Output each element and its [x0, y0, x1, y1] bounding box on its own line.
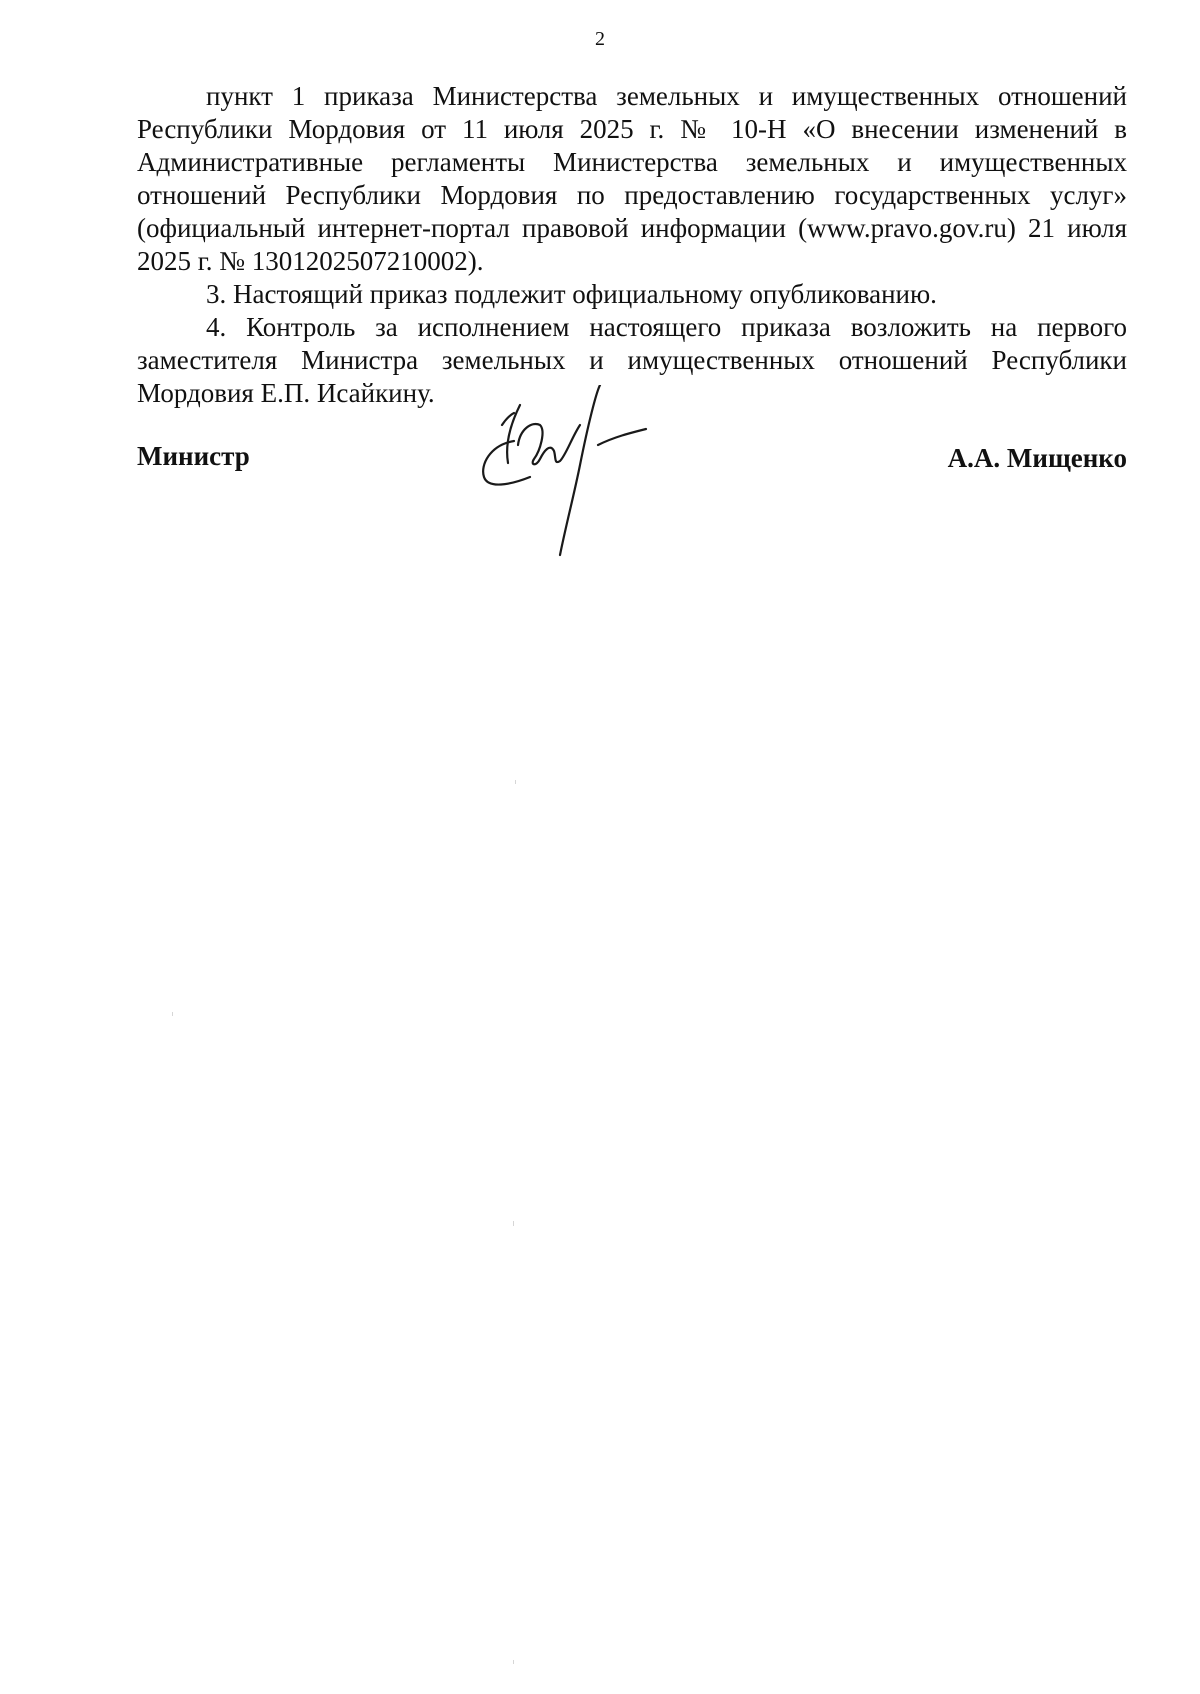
scan-speck	[513, 1660, 514, 1664]
scan-speck	[513, 1221, 514, 1226]
paragraph-3: 3. Настоящий приказ подлежит официальному опубликованию.	[206, 279, 937, 309]
scan-speck	[515, 780, 516, 784]
paragraph-4: 4. Контроль за исполнением настоящего приказа возложить на первого заместителя Министра земельных и имущественных отношений Республики Мордовия Е.П. Исайкину.	[137, 312, 1127, 408]
scan-speck	[172, 1012, 173, 1016]
handwritten-signature	[480, 385, 720, 575]
document-body	[137, 80, 1127, 410]
page-number: 2	[595, 28, 605, 50]
signature-block	[137, 440, 1127, 480]
signatory-name: А.А. Мищенко	[947, 443, 1127, 473]
paragraph-continuation: пункт 1 приказа Министерства земельных и имущественных отношений Республики Мордовия от 11 июля 2025 г. № 10-Н «О внесении изменений в Административные регламенты Министерства земельных и имущественных отношений Республики Мордовия по предоставлению государственных услуг» (официальный интернет-портал правовой информации (www.pravo.gov.ru) 21 июля 2025 г. № 1301202507210002).	[137, 81, 1127, 276]
signatory-title: Министр	[137, 441, 250, 471]
